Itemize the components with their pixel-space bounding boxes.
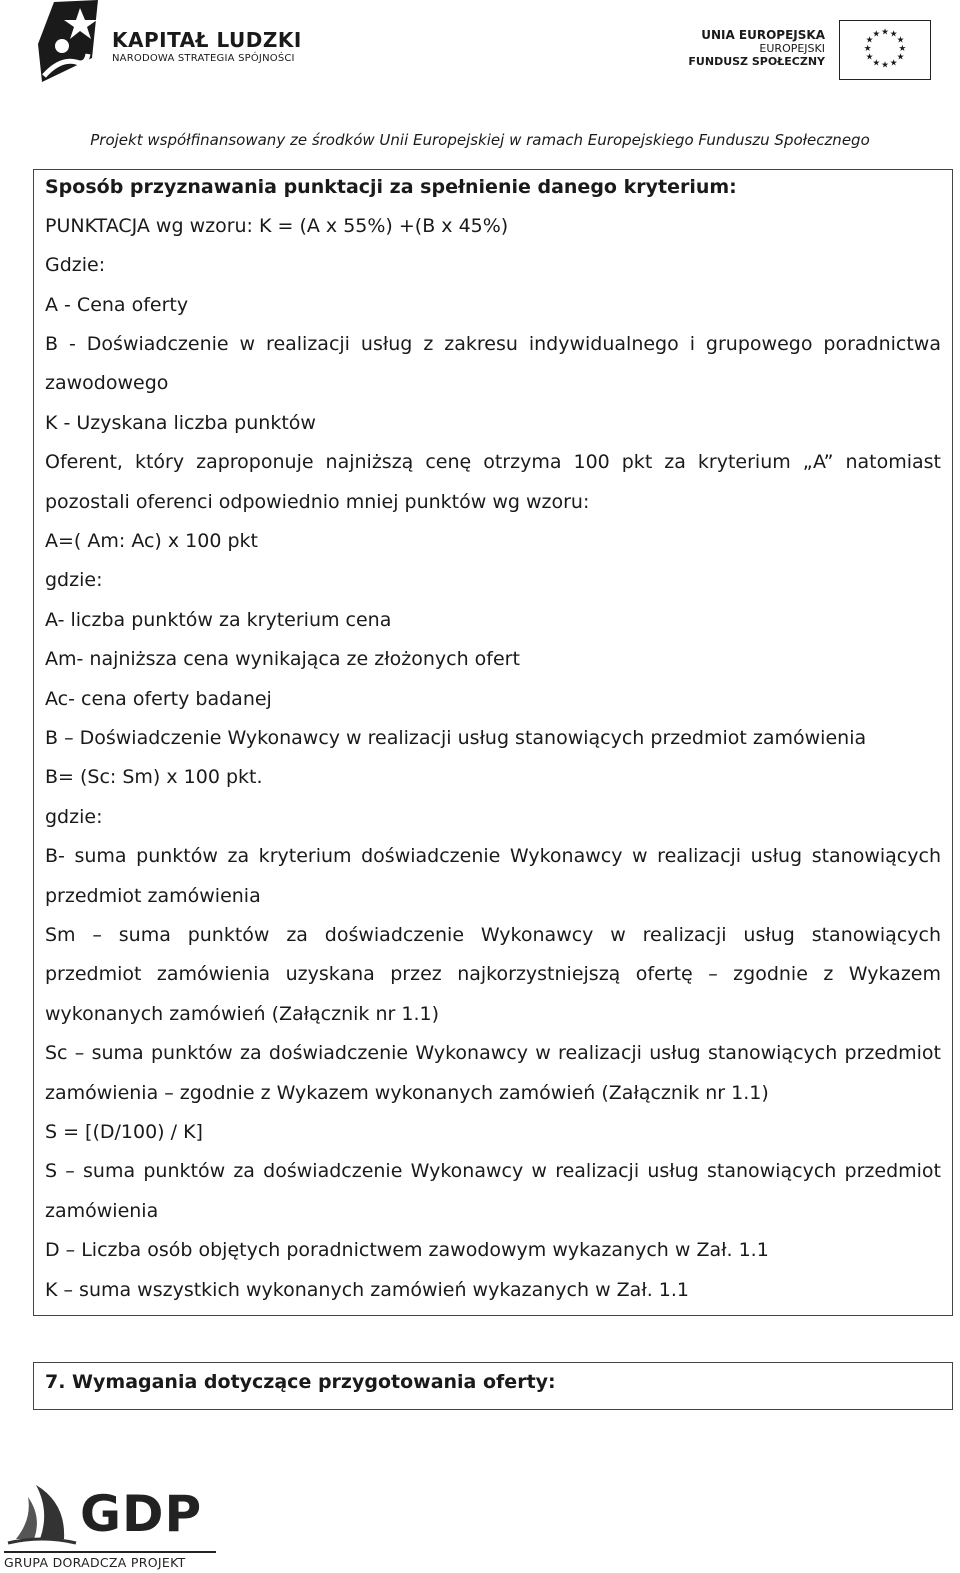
svg-text:★: ★ xyxy=(889,58,898,69)
project-cofinancing-line: Projekt współfinansowany ze środków Unii Europejskiej w ramach Europejskiego Funduszu Społecznego xyxy=(90,131,870,149)
text-line: K – suma wszystkich wykonanych zamówień wykazanych w Zał. 1.1 xyxy=(45,1279,690,1301)
section-7-heading: 7. Wymagania dotyczące przygotowania oferty: xyxy=(45,1371,556,1393)
text-line: przedmiot zamówienia xyxy=(45,885,261,907)
text-line: A- liczba punktów za kryterium cena xyxy=(45,609,392,631)
svg-text:★: ★ xyxy=(898,43,907,54)
text-line: wykonanych zamówień (Załącznik nr 1.1) xyxy=(45,1003,439,1025)
eu-logo xyxy=(690,18,935,84)
scoring-heading: Sposób przyznawania punktacji za spełnienie danego kryterium: xyxy=(45,176,737,198)
text-line: K - Uzyskana liczba punktów xyxy=(45,412,316,434)
svg-text:★: ★ xyxy=(896,35,905,46)
text-line: przedmiot zamówienia uzyskana przez najkorzystniejszą ofertę – zgodnie z Wykazem xyxy=(45,963,941,985)
svg-text:★: ★ xyxy=(865,35,874,46)
svg-text:★: ★ xyxy=(896,52,905,63)
svg-text:★: ★ xyxy=(872,58,881,69)
svg-text:★: ★ xyxy=(889,29,898,40)
text-line: Sm – suma punktów za doświadczenie Wykonawcy w realizacji usług stanowiących xyxy=(45,924,941,946)
svg-text:★: ★ xyxy=(865,52,874,63)
eu-flag-icon xyxy=(839,20,931,80)
kapital-ludzki-logo xyxy=(36,0,336,90)
text-line: S – suma punktów za doświadczenie Wykonawcy w realizacji usług stanowiących przedmiot xyxy=(45,1160,941,1182)
page-header xyxy=(0,0,960,149)
text-line: B= (Sc: Sm) x 100 pkt. xyxy=(45,766,263,788)
eu-line-2: EUROPEJSKI xyxy=(759,42,825,55)
eu-line-3: FUNDUSZ SPOŁECZNY xyxy=(688,55,825,68)
text-line: S = [(D/100) / K] xyxy=(45,1121,203,1143)
text-line: gdzie: xyxy=(45,569,103,591)
gdp-subtitle: GRUPA DORADCZA PROJEKT xyxy=(4,1555,186,1570)
text-line: Sc – suma punktów za doświadczenie Wykonawcy w realizacji usług stanowiących przedmiot xyxy=(45,1042,941,1064)
text-line: pozostali oferenci odpowiednio mniej punktów wg wzoru: xyxy=(45,491,590,513)
text-line: zamówienia xyxy=(45,1200,159,1222)
kapital-ludzki-emblem-icon xyxy=(36,0,106,86)
text-line: B- suma punktów za kryterium doświadczenie Wykonawcy w realizacji usług stanowiących xyxy=(45,845,941,867)
text-line: Am- najniższa cena wynikająca ze złożonych ofert xyxy=(45,648,520,670)
gdp-divider xyxy=(4,1551,216,1553)
svg-text:★: ★ xyxy=(872,29,881,40)
text-line: PUNKTACJA wg wzoru: K = (A x 55%) +(B x 45%) xyxy=(45,215,509,237)
kl-title: KAPITAŁ LUDZKI xyxy=(112,28,302,52)
kl-subtitle: NARODOWA STRATEGIA SPÓJNOŚCI xyxy=(112,53,295,64)
gdp-sail-icon xyxy=(6,1483,78,1549)
svg-text:★: ★ xyxy=(863,43,872,54)
svg-text:★: ★ xyxy=(881,27,889,38)
text-line: gdzie: xyxy=(45,806,103,828)
offer-requirements-box xyxy=(33,1362,953,1410)
gdp-logo xyxy=(0,1475,230,1573)
text-line: B – Doświadczenie Wykonawcy w realizacji usług stanowiących przedmiot zamówienia xyxy=(45,727,867,749)
text-line: B - Doświadczenie w realizacji usług z zakresu indywidualnego i grupowego poradnictwa xyxy=(45,333,941,355)
text-line: A=( Am: Ac) x 100 pkt xyxy=(45,530,258,552)
text-line: A - Cena oferty xyxy=(45,294,189,316)
text-line: Ac- cena oferty badanej xyxy=(45,688,272,710)
scoring-criteria-box xyxy=(33,169,953,1316)
text-line: zamówienia – zgodnie z Wykazem wykonanych zamówień (Załącznik nr 1.1) xyxy=(45,1082,769,1104)
gdp-title: GDP xyxy=(80,1485,203,1543)
svg-text:★: ★ xyxy=(881,60,889,71)
eu-text xyxy=(688,28,825,68)
text-line: Oferent, który zaproponuje najniższą cenę otrzyma 100 pkt za kryterium „A” natomiast xyxy=(45,451,941,473)
text-line: Gdzie: xyxy=(45,254,106,276)
eu-line-1: UNIA EUROPEJSKA xyxy=(701,28,825,42)
text-line: D – Liczba osób objętych poradnictwem zawodowym wykazanych w Zał. 1.1 xyxy=(45,1239,769,1261)
text-line: zawodowego xyxy=(45,372,169,394)
